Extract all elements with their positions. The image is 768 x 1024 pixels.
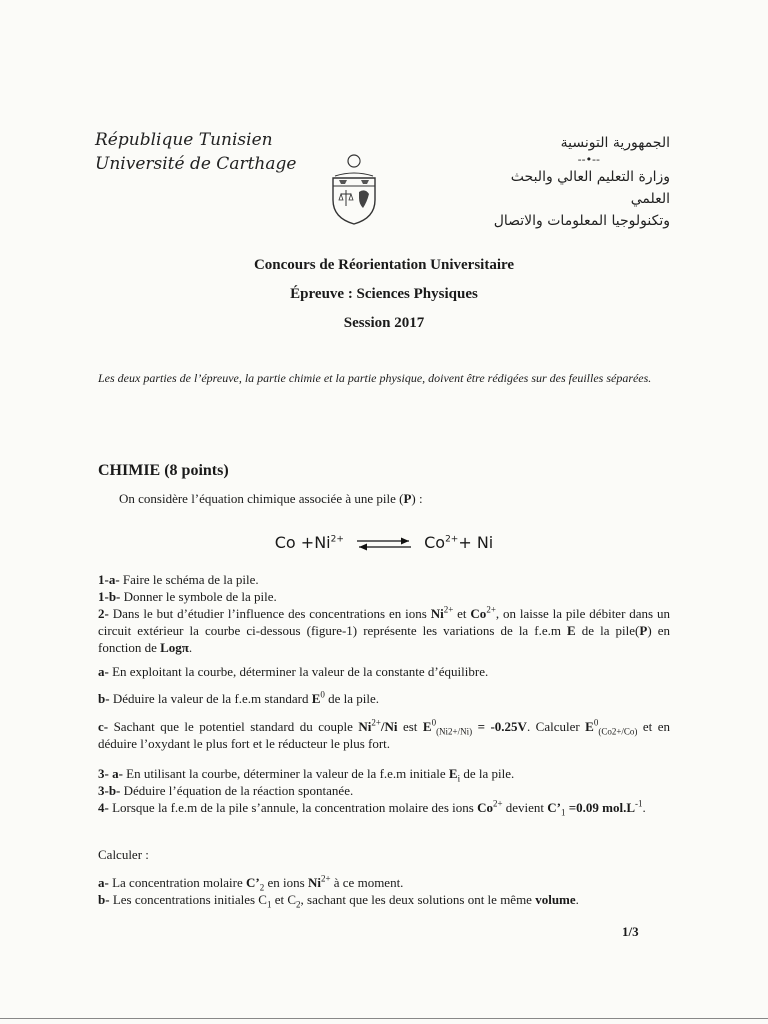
question-4b: b- Les concentrations initiales $C_1$ et $C_2$, sachant que les deux solutions ont le même volume. — [98, 892, 579, 910]
tunisia-coat-of-arms-icon — [325, 152, 383, 228]
page-number: 1/3 — [622, 924, 639, 939]
header-fr-university: Université de Carthage — [95, 154, 297, 174]
header-ar-republic: الجمهورية التونسية — [560, 135, 670, 151]
header-french — [95, 128, 296, 176]
header-ar-technology: وتكنولوجيا المعلومات والاتصال — [493, 213, 670, 229]
title-epreuve: Épreuve : Sciences Physiques — [290, 286, 478, 302]
question-4a: a- La concentration molaire $C’_2$ en ions $Ni^{2+}$ à ce moment. — [98, 873, 404, 893]
question-3b: 3-b- Déduire l’équation de la réaction spontanée. — [98, 783, 354, 798]
instructions: Les deux parties de l’épreuve, la partie chimie et la partie physique, doivent être rédigées sur des feuilles séparées. — [98, 371, 652, 385]
header-arabic — [470, 132, 670, 232]
chemical-equation: $Co +Ni^{2+}$ $Co^{2+}+ Ni$ — [274, 533, 494, 552]
question-2b: b- Déduire la valeur de la f.e.m standard $E^0$ de la pile. — [98, 689, 380, 706]
page-bottom-edge — [0, 1018, 768, 1019]
question-1a: 1-a- Faire le schéma de la pile. — [98, 572, 259, 587]
question-3a: 3- a- En utilisant la courbe, déterminer la valeur de la f.e.m initiale $E_i$ de la pile. — [98, 766, 515, 784]
header-ar-separator: --•-- — [577, 153, 600, 166]
question-2a: a- En exploitant la courbe, déterminer la valeur de la constante d’équilibre. — [98, 664, 489, 679]
question-4: 4- Lorsque la f.e.m de la pile s’annule, la concentration molaire des ions $Co^{2+}$ devient $C’_1 =0.09$ $mol.L^{-1}$. — [98, 798, 646, 818]
intro-paragraph: On considère l’équation chimique associée à une pile (P) : — [119, 491, 423, 506]
question-2: 2- Dans le but d’étudier l’influence des concentrations en ions $Ni^{2+}$ et $Co^{2+}$, on laisse la pile débiter dans un circuit extérieur la courbe ci-dessous (figure-1) représente les variations de la f.e.m E de la pile(P) en fonction de Logπ. — [98, 604, 670, 655]
title-session: Session 2017 — [343, 315, 425, 331]
exam-title — [0, 254, 768, 341]
calculer-label: Calculer : — [98, 847, 149, 862]
section-title-chimie: CHIMIE (8 points) — [98, 462, 229, 479]
header-ar-ministry: وزارة التعليم العالي والبحث العلمي — [510, 169, 670, 207]
question-1b: 1-b- Donner le symbole de la pile. — [98, 589, 277, 604]
question-2c: c- Sachant que le potentiel standard du couple $Ni^{2+}/Ni$ est $E^0_{(Ni2+/Ni)} = -0.25V$. Calculer $E^0_{(Co2+/Co)}$ et en déduire l’oxydant le plus fort et le réducteur le plus fort. — [98, 717, 671, 751]
title-concours: Concours de Réorientation Universitaire — [253, 257, 515, 273]
header-fr-republic: République Tunisien — [95, 130, 273, 150]
equilibrium-arrows-icon — [355, 537, 413, 551]
